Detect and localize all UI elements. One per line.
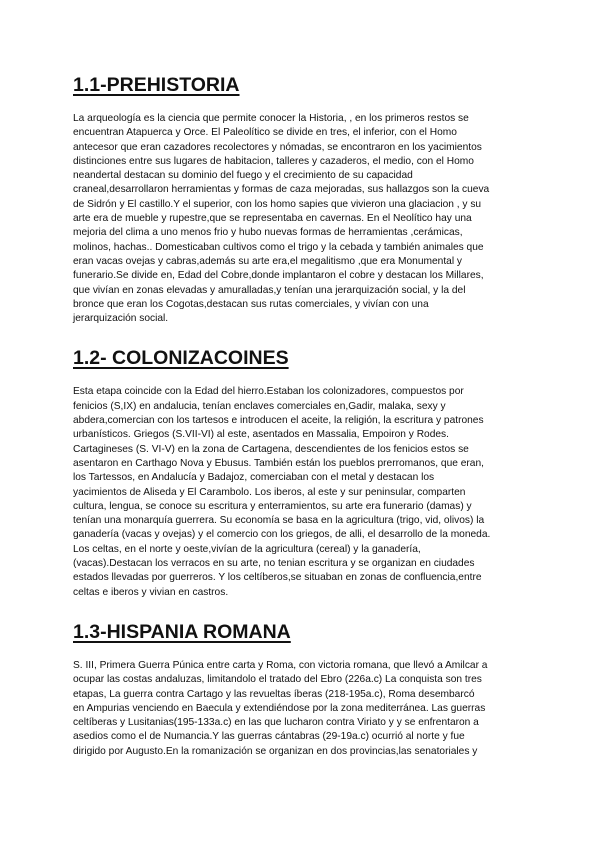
section-body-hispania-romana <box>73 659 533 759</box>
section-body-colonizaciones <box>73 385 533 599</box>
paragraph-line: Los celtas, en el norte y oeste,vivían de la agricultura (cereal) y la ganadería, <box>73 543 421 555</box>
paragraph-line: Cartagineses (S. VI-V) en la zona de Cartagena, descendientes de los fenicios estos se <box>73 443 469 455</box>
paragraph-line: celtas e iberos y vivian en castros. <box>73 586 229 598</box>
paragraph-line: encuentran Atapuerca y Orce. El Paleolítico se divide en tres, el inferior, con el Homo <box>73 127 457 139</box>
paragraph-line: La arqueología es la ciencia que permite conocer la Historia, , en los primeros restos se <box>73 113 469 124</box>
paragraph-line: cultura, lengua, se conoce su escritura y enterramientos, su arte era funerario (damas) y <box>73 500 472 512</box>
paragraph-line: celtíberas y Lusitanias(195-133a.c) en las que lucharon contra Viriato y y se enfrentaron a <box>73 717 479 729</box>
paragraph-line: que vivían en zonas elevadas y amuralladas,y tenían una jerarquización social, y la del <box>73 284 466 296</box>
paragraph-line: en Ampurias venciendo en Baecula y extendiéndose por la zona mediterránea. Las guerras <box>73 702 486 714</box>
paragraph-line: de Sidrón y El castillo.Y el superior, con los homo sapies que vivieron una glaciacion , y su <box>73 198 482 210</box>
section-body-prehistoria <box>73 112 533 326</box>
paragraph-line: tenían una monarquía guerrera. Su economía se basa en la agricultura (trigo, vid, olivos) la <box>73 515 485 527</box>
paragraph-line: funerario.Se divide en, Edad del Cobre,donde implantaron el cobre y destacan los Millares, <box>73 270 484 282</box>
document-page <box>73 70 533 779</box>
paragraph-line: asedios como el de Numancia.Y las guerras cántabras (29-19a.c) ocurrió al norte y fue <box>73 731 465 743</box>
paragraph-line: eran vacas ovejas y cabras,además su arte era,el megalitismo ,que era Monumental y <box>73 255 463 267</box>
paragraph-line: (vacas).Destacan los verracos en su arte, no tenian escritura y se organizan en ciudades <box>73 558 475 570</box>
paragraph-line: antecesor que eran cazadores recolectores y nómadas, se encontraron en los yacimientos <box>73 141 482 153</box>
paragraph-line: mejoria del clima a uno menos frio y hubo nuevas formas de herramientas ,cerámicas, <box>73 227 463 239</box>
paragraph-line: los Tartessos, en Andalucía y Badajoz, comerciaban con el metal y destacan los <box>73 472 435 484</box>
paragraph-line: arte era de mueble y rupestre,que se representaba en cavernas. En el Neolítico hay una <box>73 213 472 225</box>
paragraph-line: urbanísticos. Griegos (S.VII-VI) al este, asentados en Massalia, Empoiron y Rodes. <box>73 429 449 441</box>
section-colonizaciones <box>73 346 533 599</box>
paragraph-line: craneal,desarrollaron herramientas y formas de caza mejoradas, sus hallazgos son la cueva <box>73 184 490 196</box>
paragraph-line: molinos, hachas.. Domesticaban cultivos como el trigo y la cebada y también animales que <box>73 241 484 253</box>
section-hispania-romana <box>73 620 533 759</box>
paragraph-line: etapas, La guerra contra Cartago y las revueltas íberas (218-195a.c), Roma desembarcó <box>73 688 475 700</box>
paragraph-line: dirigido por Augusto.En la romanización se organizan en dos provincias,las senatoriales y <box>73 745 478 757</box>
section-title-colonizaciones: 1.2- COLONIZACOINES <box>73 347 289 370</box>
paragraph-line: S. III, Primera Guerra Púnica entre carta y Roma, con victoria romana, que llevó a Amilcar a <box>73 659 488 671</box>
paragraph-line: jerarquización social. <box>73 313 169 325</box>
paragraph-line: asentaron en Carthago Nova y Ebusus. También están los pueblos prerromanos, que eran, <box>73 457 484 469</box>
paragraph-line: distinciones entre sus lugares de habitacion, talleres y cazaderos, el medio, con el Homo <box>73 155 474 167</box>
section-title-prehistoria: 1.1-PREHISTORIA <box>73 74 240 96</box>
paragraph-line: yacimientos de Aliseda y El Carambolo. Los iberos, al este y sur peninsular, comparten <box>73 486 466 498</box>
paragraph-line: bronce que eran los Cogotas,destacan sus rutas comerciales, y vivían con una <box>73 298 429 310</box>
section-prehistoria <box>73 73 533 326</box>
paragraph-line: neandertal destacan su dominio del fuego y el crecimiento de su capacidad <box>73 170 413 182</box>
paragraph-line: abdera,comercian con los tartesos e introducen el aceite, la religión, la escritura y patrones <box>73 415 484 427</box>
paragraph-line: Esta etapa coincide con la Edad del hierro.Estaban los colonizadores, compuestos por <box>73 386 464 398</box>
paragraph-line: ocupar las costas andaluzas, limitandolo el tratado del Ebro (226a.c) La conquista son tres <box>73 674 482 686</box>
section-title-hispania-romana: 1.3-HISPANIA ROMANA <box>73 620 291 643</box>
paragraph-line: fenicios (S,IX) en andalucia, tenían enclaves comerciales en,Gadir, malaka, sexy y <box>73 400 446 412</box>
paragraph-line: ganadería (vacas y ovejas) y el comercio con los griegos, de alli, el desarrollo de la moneda. <box>73 529 491 541</box>
paragraph-line: estados llevadas por guerreros. Y los celtíberos,se situaban en zonas de confluencia,entre <box>73 572 482 584</box>
